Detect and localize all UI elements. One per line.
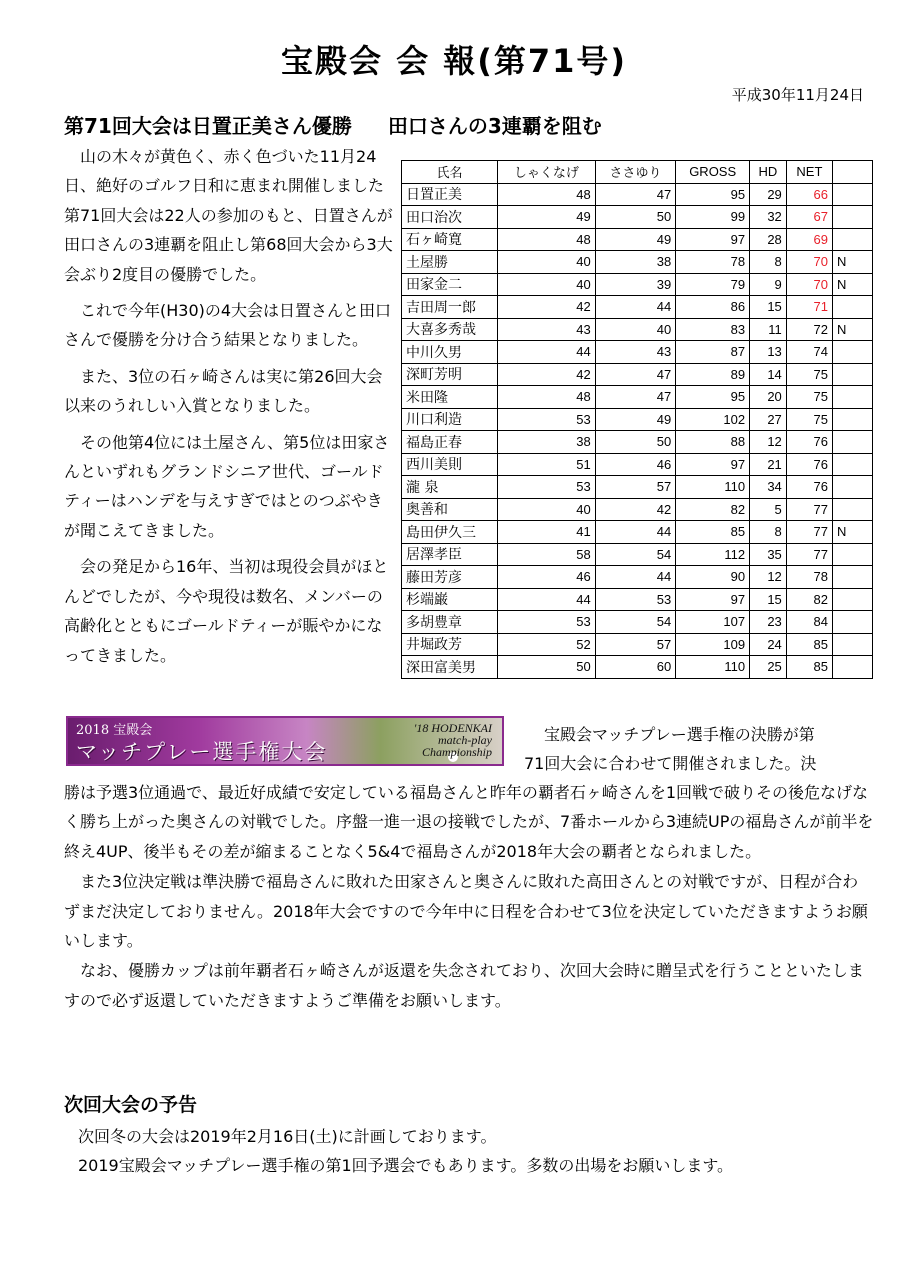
cell-shakunage: 42 [498,296,596,319]
cell-net: 74 [786,341,832,364]
cell-name: 大喜多秀哉 [402,318,498,341]
cell-flag [833,296,873,319]
cell-hd: 12 [750,431,787,454]
cell-shakunage: 44 [498,341,596,364]
banner-english [414,722,492,758]
cell-name: 吉田周一郎 [402,296,498,319]
cell-sasayuri: 50 [595,206,676,229]
cell-shakunage: 52 [498,633,596,656]
cell-flag [833,588,873,611]
cell-sasayuri: 53 [595,588,676,611]
cell-gross: 83 [676,318,750,341]
cell-sasayuri: 54 [595,543,676,566]
table-row [402,566,873,589]
cell-flag [833,633,873,656]
cell-name: 中川久男 [402,341,498,364]
match-lead-line-2: 71回大会に合わせて開催されました。決 [524,754,817,774]
cell-shakunage: 40 [498,498,596,521]
table-row [402,521,873,544]
cell-net: 76 [786,453,832,476]
cell-shakunage: 50 [498,656,596,679]
cell-shakunage: 53 [498,408,596,431]
cell-hd: 29 [750,183,787,206]
cell-sasayuri: 49 [595,408,676,431]
cell-shakunage: 48 [498,386,596,409]
intro-paragraph: 山の木々が黄色く、赤く色づいた11月24日、絶好のゴルフ日和に恵まれ開催しました第71回大会は22人の参加のもと、日置さんが田口さんの3連覇を阻止し第68回大会から3大会ぶり2度目の優勝でした。 [64,147,393,284]
cell-gross: 99 [676,206,750,229]
cell-name: 多胡豊章 [402,611,498,634]
cell-shakunage: 49 [498,206,596,229]
cell-net: 76 [786,431,832,454]
match-paragraph: なお、優勝カップは前年覇者石ヶ崎さんが返還を失念されており、次回大会時に贈呈式を行うことといたしますので必ず返還していただきますようご準備をお願いします。 [64,961,864,1010]
cell-hd: 21 [750,453,787,476]
table-row [402,656,873,679]
table-row [402,251,873,274]
cell-gross: 97 [676,588,750,611]
cell-shakunage: 38 [498,431,596,454]
cell-sasayuri: 57 [595,633,676,656]
cell-net: 85 [786,656,832,679]
cell-sasayuri: 40 [595,318,676,341]
cell-name: 深町芳明 [402,363,498,386]
table-row [402,498,873,521]
headline [64,110,602,139]
cell-shakunage: 53 [498,611,596,634]
cell-gross: 97 [676,228,750,251]
cell-shakunage: 40 [498,273,596,296]
match-article-lead [524,720,872,779]
cell-flag [833,183,873,206]
cell-flag [833,363,873,386]
cell-net: 84 [786,611,832,634]
cell-gross: 90 [676,566,750,589]
cell-flag [833,408,873,431]
table-row [402,273,873,296]
cell-net: 77 [786,498,832,521]
cell-flag [833,386,873,409]
cell-hd: 8 [750,521,787,544]
cell-shakunage: 41 [498,521,596,544]
cell-name: 米田隆 [402,386,498,409]
cell-gross: 110 [676,656,750,679]
cell-hd: 27 [750,408,787,431]
cell-name: 島田伊久三 [402,521,498,544]
cell-shakunage: 48 [498,228,596,251]
cell-gross: 78 [676,251,750,274]
cell-name: 西川美則 [402,453,498,476]
cell-sasayuri: 47 [595,363,676,386]
cell-gross: 95 [676,386,750,409]
cell-name: 藤田芳彦 [402,566,498,589]
cell-shakunage: 44 [498,588,596,611]
cell-sasayuri: 46 [595,453,676,476]
cell-net: 75 [786,408,832,431]
table-row [402,431,873,454]
cell-hd: 13 [750,341,787,364]
next-event-line: 2019宝殿会マッチプレー選手権の第1回予選会でもあります。多数の出場をお願いします。 [78,1156,734,1175]
cell-sasayuri: 42 [595,498,676,521]
cell-hd: 20 [750,386,787,409]
cell-hd: 28 [750,228,787,251]
cell-sasayuri: 44 [595,566,676,589]
cell-net: 78 [786,566,832,589]
cell-gross: 110 [676,476,750,499]
cell-name: 深田富美男 [402,656,498,679]
intro-paragraph: 会の発足から16年、当初は現役会員がほとんどでしたが、今や現役は数名、メンバーの高齢化とともにゴールドティーが賑やかになってきました。 [64,557,389,665]
cell-hd: 23 [750,611,787,634]
cell-sasayuri: 38 [595,251,676,274]
cell-sasayuri: 54 [595,611,676,634]
cell-flag: N [833,251,873,274]
table-row [402,183,873,206]
cell-name: 奥善和 [402,498,498,521]
intro-article [64,142,394,677]
cell-gross: 87 [676,341,750,364]
cell-hd: 32 [750,206,787,229]
table-row [402,296,873,319]
cell-gross: 85 [676,521,750,544]
cell-flag: N [833,273,873,296]
col-net: NET [786,161,832,184]
issue-date: 平成30年11月24日 [731,86,864,104]
cell-gross: 95 [676,183,750,206]
cell-name: 日置正美 [402,183,498,206]
cell-net: 76 [786,476,832,499]
cell-hd: 15 [750,296,787,319]
cell-hd: 8 [750,251,787,274]
cell-net: 70 [786,251,832,274]
table-row [402,386,873,409]
cell-sasayuri: 44 [595,296,676,319]
results-body [402,183,873,678]
cell-sasayuri: 60 [595,656,676,679]
cell-gross: 88 [676,431,750,454]
match-article [64,778,874,1016]
match-paragraph: また3位決定戦は準決勝で福島さんに敗れた田家さんと奥さんに敗れた高田さんとの対戦ですが、日程が合わずまだ決定しておりません。2018年大会ですので今年中に日程を合わせて3位を決定していただきますようお願いします。 [64,872,868,951]
cell-net: 75 [786,386,832,409]
col-gross: GROSS [676,161,750,184]
cell-hd: 11 [750,318,787,341]
cell-hd: 25 [750,656,787,679]
col-shakunage: しゃくなげ [498,161,596,184]
cell-shakunage: 42 [498,363,596,386]
cell-name: 居澤孝臣 [402,543,498,566]
cell-flag [833,453,873,476]
col-name: 氏名 [402,161,498,184]
cell-name: 石ヶ崎寛 [402,228,498,251]
cell-shakunage: 40 [498,251,596,274]
cell-net: 72 [786,318,832,341]
cell-net: 77 [786,543,832,566]
cell-sasayuri: 44 [595,521,676,544]
cell-net: 66 [786,183,832,206]
cell-hd: 35 [750,543,787,566]
cell-net: 85 [786,633,832,656]
banner-title: マッチプレー選手権大会 [76,740,328,764]
cell-gross: 86 [676,296,750,319]
cell-flag [833,341,873,364]
cell-gross: 97 [676,453,750,476]
match-paragraph: 勝は予選3位通過で、最近好成績で安定している福島さんと昨年の覇者石ヶ崎さんを1回戦で破りその後危なげなく勝ち上がった奥さんの対戦でした。序盤一進一退の接戦でしたが、7番ホールから3連続UPの福島さんが前半を終え4UP、後半もその差が縮まることなく5&4で福島さんが2018年大会の覇者となられました。 [64,783,874,861]
cell-net: 75 [786,363,832,386]
cell-hd: 34 [750,476,787,499]
table-row [402,341,873,364]
cell-gross: 82 [676,498,750,521]
cell-shakunage: 53 [498,476,596,499]
banner-english-2: match-play [438,733,492,747]
cell-shakunage: 43 [498,318,596,341]
match-play-banner [66,716,504,766]
banner-english-3: Championship [421,745,492,759]
intro-paragraph: その他第4位には土屋さん、第5位は田家さんといずれもグランドシニア世代、ゴールドティーはハンデを与えすぎではとのつぶやきが聞こえてきました。 [64,432,390,540]
cell-hd: 14 [750,363,787,386]
cell-gross: 107 [676,611,750,634]
cell-name: 福島正春 [402,431,498,454]
table-row [402,476,873,499]
cell-flag [833,431,873,454]
table-row [402,633,873,656]
table-row [402,206,873,229]
table-row [402,453,873,476]
intro-paragraph: また、3位の石ヶ崎さんは実に第26回大会以来のうれしい入賞となりました。 [64,366,383,416]
next-event-line: 次回冬の大会は2019年2月16日(土)に計画しております。 [78,1127,497,1146]
cell-gross: 89 [676,363,750,386]
cell-name: 瀧 泉 [402,476,498,499]
cell-net: 70 [786,273,832,296]
cell-name: 井堀政芳 [402,633,498,656]
cell-gross: 109 [676,633,750,656]
col-hd: HD [750,161,787,184]
banner-english-1: '18 HODENKAI [413,721,492,735]
table-row [402,611,873,634]
cell-shakunage: 51 [498,453,596,476]
cell-shakunage: 58 [498,543,596,566]
match-lead-line-1: 宝殿会マッチプレー選手権の決勝が第 [544,725,815,744]
cell-gross: 79 [676,273,750,296]
banner-year: 2018 宝殿会 [76,723,153,738]
headline-main: 第71回大会は日置正美さん優勝 [64,114,352,138]
cell-net: 77 [786,521,832,544]
cell-shakunage: 46 [498,566,596,589]
cell-hd: 24 [750,633,787,656]
cell-flag [833,476,873,499]
results-header-row [402,161,873,184]
cell-net: 69 [786,228,832,251]
results-table [401,160,873,679]
cell-flag: N [833,318,873,341]
cell-shakunage: 48 [498,183,596,206]
cell-gross: 112 [676,543,750,566]
cell-name: 田家金二 [402,273,498,296]
cell-name: 川口利造 [402,408,498,431]
cell-sasayuri: 57 [595,476,676,499]
cell-sasayuri: 47 [595,386,676,409]
cell-sasayuri: 47 [595,183,676,206]
cell-net: 67 [786,206,832,229]
col-sasayuri: ささゆり [595,161,676,184]
cell-flag [833,206,873,229]
cell-flag [833,611,873,634]
next-event-text [78,1122,733,1180]
cell-flag [833,543,873,566]
table-row [402,543,873,566]
headline-sub: 田口さんの3連覇を阻む [387,114,602,138]
cell-name: 土屋勝 [402,251,498,274]
table-row [402,228,873,251]
cell-flag [833,498,873,521]
cell-name: 杉端巌 [402,588,498,611]
cell-net: 82 [786,588,832,611]
cell-gross: 102 [676,408,750,431]
table-row [402,363,873,386]
cell-flag: N [833,521,873,544]
cell-hd: 15 [750,588,787,611]
cell-hd: 12 [750,566,787,589]
table-row [402,588,873,611]
cell-flag [833,566,873,589]
cell-sasayuri: 49 [595,228,676,251]
cell-sasayuri: 43 [595,341,676,364]
cell-hd: 5 [750,498,787,521]
cell-net: 71 [786,296,832,319]
cell-flag [833,656,873,679]
cell-name: 田口治次 [402,206,498,229]
newsletter-title: 宝殿会 会 報(第71号) [280,42,628,80]
intro-paragraph: これで今年(H30)の4大会は日置さんと田口さんで優勝を分け合う結果となりました。 [64,301,392,350]
cell-hd: 9 [750,273,787,296]
next-event-heading: 次回大会の予告 [64,1094,198,1116]
cell-flag [833,228,873,251]
table-row [402,408,873,431]
cell-sasayuri: 39 [595,273,676,296]
col-flag [833,161,873,184]
cell-sasayuri: 50 [595,431,676,454]
table-row [402,318,873,341]
